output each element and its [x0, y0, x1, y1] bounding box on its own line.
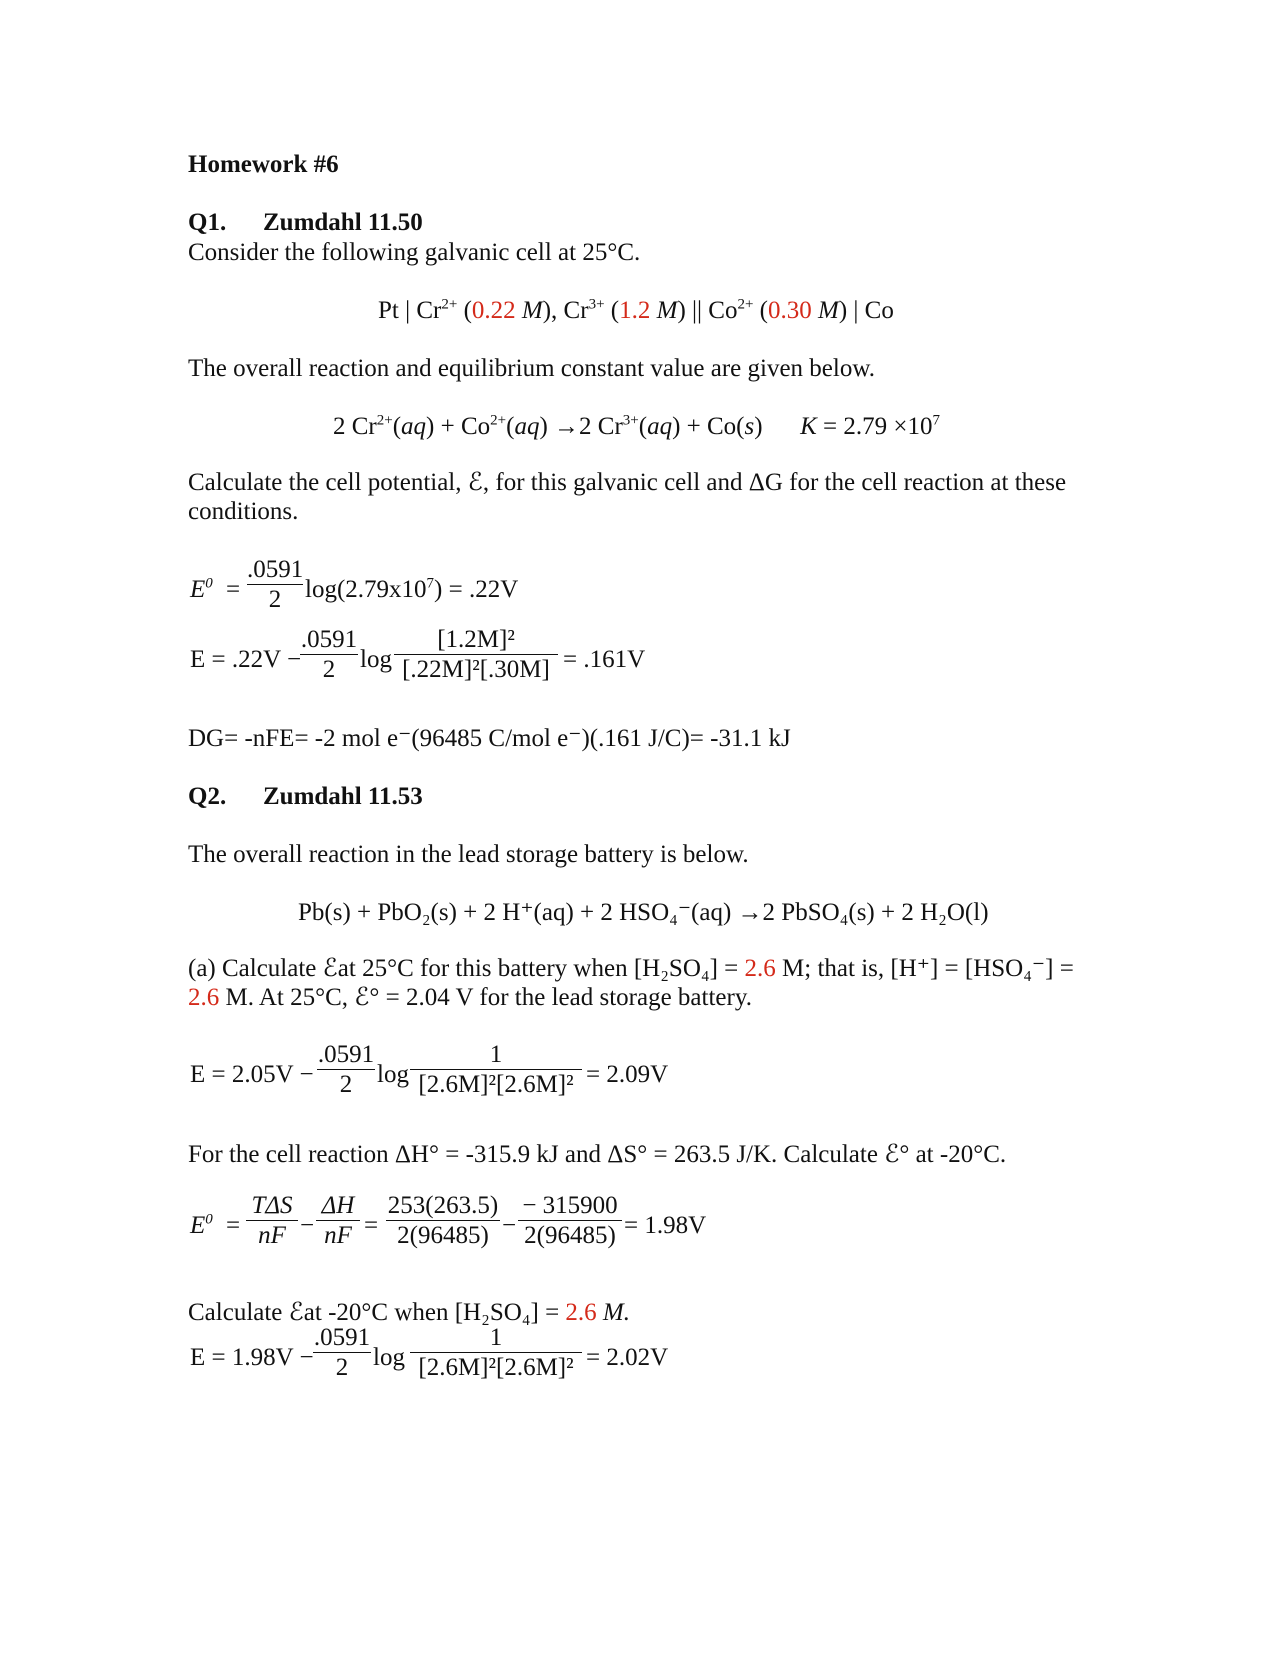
rxn-2cr: 2 Cr: [333, 413, 377, 440]
cell-pt: Pt | Cr: [378, 297, 442, 324]
eq4-minus-1: −: [300, 1212, 315, 1239]
eq4-equals: =: [226, 1212, 241, 1239]
eq4-frac-tds: TΔS nF: [246, 1193, 298, 1248]
eq1-rhs: $\log(2.79x10^7) = .22V$: [305, 575, 519, 603]
cell-co: ) || Co: [677, 297, 738, 324]
q1-calc-text: Calculate the cell potential, ℰ, for this galvanic cell and ΔG for the cell reaction at these conditions.: [188, 469, 1067, 525]
rxn-s: s: [744, 413, 755, 440]
rxn-co-s: ) + Co(: [672, 413, 745, 440]
q2-source: Zumdahl 11.53: [263, 783, 423, 810]
q1-number: Q1.: [188, 209, 227, 236]
eq4-frac-dh: ΔH nF: [316, 1193, 360, 1248]
unit-m3: M: [818, 297, 839, 324]
eq5-rhs: = 2.02V: [586, 1344, 669, 1371]
eq4-frac-2: − 315900 2(96485): [518, 1193, 622, 1248]
eq4-minus-2: −: [502, 1212, 517, 1239]
eq4-lhs: $E^0$: [190, 1211, 213, 1239]
rxn-aq2: aq: [514, 413, 540, 440]
eq1-fraction: .0591 2: [247, 556, 304, 613]
q1-reaction: 2 $Cr^{2+}(aq) + Co^{2+}(aq) \to 2$ $Cr^{3+}(aq) + Co(s)$ $K = 2.79 \times 10^7$: [333, 412, 940, 440]
eq5-log: log: [373, 1344, 405, 1371]
q1-cell-notation: Pt | $Cr^{2+}$ (0.22 M), $Cr^{3+}$ (1.2 M) || $Co^{2+}$ (0.30 M) | Co: [378, 296, 894, 324]
rxn-k-exp: 7: [932, 412, 940, 429]
eq4-rhs: = 1.98V: [624, 1212, 707, 1239]
q1-overall-text: The overall reaction and equilibrium constant value are given below.: [188, 355, 876, 382]
q2-conc-3: 2.6: [565, 1299, 597, 1326]
eq3-fraction: .0591 2: [317, 1041, 375, 1098]
eq3-log-fraction: 1 [2.6M]²[2.6M]²: [410, 1042, 582, 1097]
eq2-log-fraction: [1.2M]² [.22M]²[.30M]: [394, 627, 558, 682]
eq4-equals-2: =: [364, 1212, 379, 1239]
rxn-aq3: aq: [647, 413, 673, 440]
q2-number: Q2.: [188, 783, 227, 810]
unit-m2: M: [656, 297, 678, 324]
conc-cr3: 1.2: [619, 297, 651, 324]
q2-part-a-line2: 2.6 M. At 25°C, ℰ° = 2.04 V for the lead storage battery.: [188, 984, 752, 1011]
eq2-fraction: .0591 2: [300, 626, 358, 683]
co-charge: 2+: [737, 296, 754, 313]
conc-co2: 0.30: [768, 297, 812, 324]
eq5-fraction: .0591 2: [313, 1324, 371, 1381]
eq5-log-fraction: 1 [2.6M]²[2.6M]²: [410, 1325, 582, 1380]
q2-thermo-text: For the cell reaction ΔH° = -315.9 kJ and ΔS° = 263.5 J/K. Calculate ℰ° at -20°C.: [188, 1141, 1007, 1168]
rxn-aq1: aq: [401, 413, 427, 440]
q2-calc2-text: Calculate ℰat -20°C when [H₂SO₄] = 2.6 M.: [188, 1299, 630, 1326]
eq2-lhs: E = .22V −: [190, 646, 302, 673]
eq2-rhs: = .161V: [563, 646, 646, 673]
cell-end: ) | Co: [838, 297, 894, 324]
eq3-rhs: = 2.09V: [586, 1061, 669, 1088]
page-title: Homework #6: [188, 151, 339, 178]
eq3-log: log: [377, 1061, 409, 1088]
eq1-equals: =: [226, 576, 241, 603]
conc-cr2: 0.22: [471, 297, 516, 324]
eq4-frac-1: 253(263.5) 2(96485): [387, 1192, 499, 1249]
rxn-k-val: = 2.79 ×10: [823, 413, 933, 440]
unit-m1: M: [521, 297, 543, 324]
q2-part-a-line1: (a) Calculate ℰat 25°C for this battery when [H₂SO₄] = 2.6 M; that is, [H⁺] = [HSO₄⁻] =: [188, 955, 1074, 982]
cr2-charge: 2+: [441, 296, 458, 313]
q2-reaction: Pb(s) + PbO₂(s) + 2 H⁺(aq) + 2 HSO₄⁻(aq) →2 PbSO₄(s) + 2 H₂O(l): [298, 899, 989, 926]
eq5-lhs: E = 1.98V −: [190, 1344, 314, 1371]
q1-dg: DG= -nFE= -2 mol e⁻(96485 C/mol e⁻)(.161 J/C)= -31.1 kJ: [188, 725, 791, 752]
cell-cr3: ), Cr: [542, 297, 589, 324]
q2-conc-2: 2.6: [188, 984, 220, 1011]
eq1-lhs: $E^0$: [190, 575, 213, 603]
rxn-arrow: ) →2 Cr: [539, 413, 623, 440]
q1-source: Zumdahl 11.50: [263, 209, 423, 236]
q1-intro: Consider the following galvanic cell at 25°C.: [188, 239, 641, 266]
rxn-co: ) + Co: [426, 413, 491, 440]
eq2-log: log: [360, 646, 392, 673]
q2-conc-1: 2.6: [744, 955, 776, 982]
q2-intro: The overall reaction in the lead storage battery is below.: [188, 841, 749, 868]
eq3-lhs: E = 2.05V −: [190, 1061, 314, 1088]
rxn-k: K: [800, 413, 817, 440]
cr3-charge: 3+: [588, 296, 605, 313]
